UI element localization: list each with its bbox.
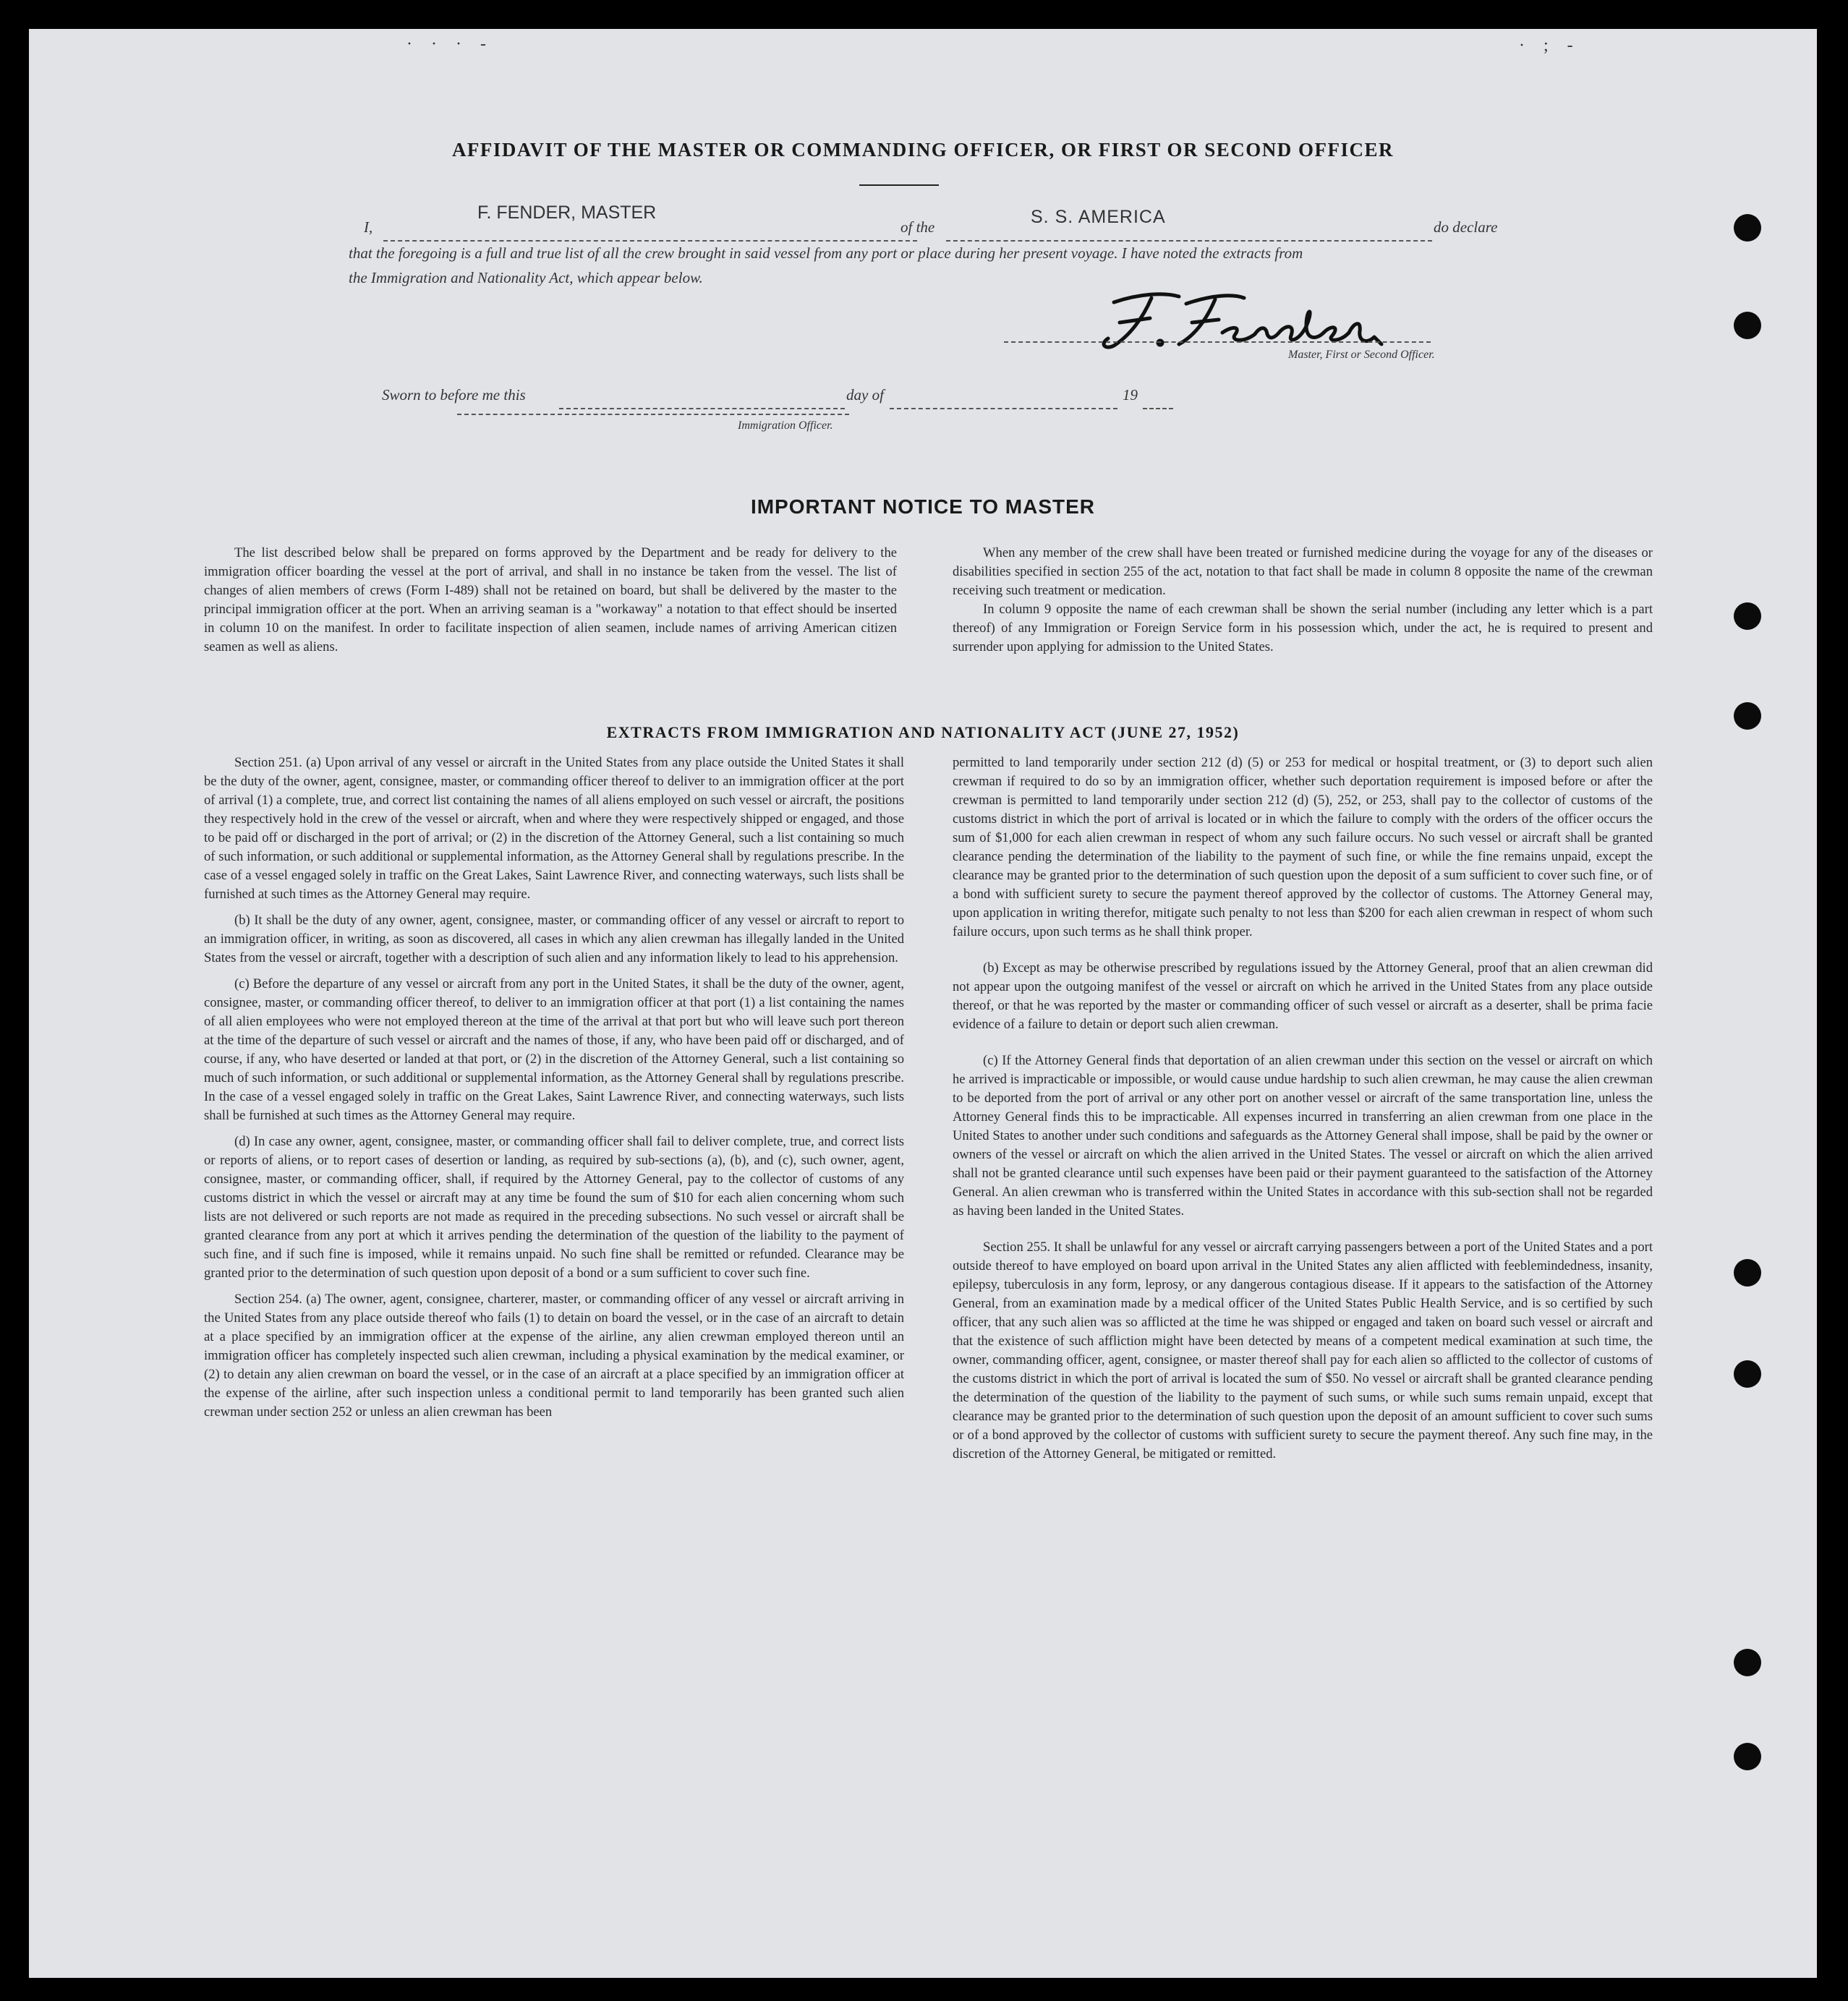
binder-hole xyxy=(1734,602,1761,630)
sworn-label: Sworn to before me this xyxy=(382,386,526,404)
binder-hole xyxy=(1734,1743,1761,1770)
binder-hole xyxy=(1734,1360,1761,1388)
top-marks: · · · - xyxy=(406,35,493,54)
officer-caption: Immigration Officer. xyxy=(738,419,833,432)
vessel-name: S. S. AMERICA xyxy=(1031,207,1166,227)
affidavit-statement-line2: the Immigration and Nationality Act, which appear below. xyxy=(349,269,703,286)
section-251-c: (c) Before the departure of any vessel or aircraft from any port in the United States, it shall be the duty of the owner, agent, consignee, master, or commanding officer thereof, to deliver to an immigration officer at that port (1) a list containing the names of all alien employees who were not employed thereon at the time of the arrival at that port but who will leave such port thereon at the time of the departure of such vessel or aircraft and the names of those, if any, who have been paid off or discharged, and of course, if any, who have deserted or landed at that port, or (2) in the discretion of the Attorney General, such a list containing so much of such information, or such additional or supplemental information, as the Attorney General shall by regulations prescribe. In the case of a vessel engaged solely in traffic on the Great Lakes, Saint Lawrence River, and connecting waterways, such lists shall be furnished at such times as the Attorney General may require. xyxy=(204,976,904,1123)
day-of-label: day of xyxy=(846,386,884,404)
declarant-name: F. FENDER, MASTER xyxy=(477,202,657,223)
officer-signature-line xyxy=(457,412,849,415)
notice-paragraph: In column 9 opposite the name of each crewman shall be shown the serial number (including any letter which is a part thereof) of any Immigration or Foreign Service form in his possession which, under the act, he is required to present and surrender upon applying for admission to the United States. xyxy=(953,602,1653,654)
section-251-b: (b) It shall be the duty of any owner, agent, consignee, master, or commanding officer of any vessel or aircraft to report to an immigration officer, in writing, as soon as discovered, all cases in which any alien crewman has illegally landed in the United States from the vessel or aircraft, together with a description of such alien and any information likely to lead to his apprehension. xyxy=(204,913,904,965)
affidavit-statement-line1: that the foregoing is a full and true list of all the crew brought in said vessel from any port or place during her present voyage. I have noted the extracts from xyxy=(349,244,1303,262)
do-declare-label: do declare xyxy=(1434,218,1498,236)
section-251-d: (d) In case any owner, agent, consignee, master, or commanding officer shall fail to deliver complete, true, and correct lists or reports of aliens, or to report cases of desertion or landing, as required by sub-sections (a), (b), and (c), such owner, agent, consignee, master, or commanding officer, shall, if required by the Attorney General, pay to the collector of customs of any customs district in which the vessel or aircraft may at any time be found the sum of $10 for each alien concerning whom such lists are not delivered or such reports are not made as required in the preceding subsections. No such vessel or aircraft shall be granted clearance from any port at which it arrives pending the determination of the question of the liability to the payment of such fine, and if such fine is imposed, while it remains unpaid. No such fine shall be remitted or refunded. Clearance may be granted prior to the determination of such question upon deposit of a bond or a sum sufficient to cover such fine. xyxy=(204,1134,904,1281)
declarant-lead: I, xyxy=(364,218,373,236)
of-the-label: of the xyxy=(900,218,935,236)
sworn-day-line xyxy=(559,386,845,409)
section-254-b: (b) Except as may be otherwise prescribed by regulations issued by the Attorney General, proof that an alien crewman did not appear upon the outgoing manifest of the vessel or aircraft on which he arrived in the United States from any place outside thereof, or that he was reported by the master or commanding officer of such vessel or aircraft as a deserter, shall be prima facie evidence of a failure to detain or deport such alien crewman. xyxy=(953,960,1653,1032)
section-251-a: Section 251. (a) Upon arrival of any vessel or aircraft in the United States from any place outside the United States it shall be the duty of the owner, agent, consignee, master, or commanding officer thereof to deliver to an immigration officer at the port of arrival (1) a complete, true, and correct list containing the names of all aliens employed on such vessel or aircraft, the positions they respectively hold in the crew of the vessel or aircraft, when and where they were respectively shipped or engaged, and those to be paid off or discharged in the port of arrival; or (2) in the discretion of the Attorney General, such a list containing so much of such information, or such additional or supplemental information, as the Attorney General shall by regulations prescribe. In the case of a vessel engaged solely in traffic on the Great Lakes, Saint Lawrence River, and connecting waterways, such lists shall be furnished at such times as the Attorney General may require. xyxy=(204,755,904,902)
notice-left-column xyxy=(204,544,897,664)
notice-paragraph: The list described below shall be prepared on forms approved by the Department and be ready for delivery to the immigration officer boarding the vessel at the port of arrival, and shall in no instance be taken from the vessel. The list of changes of alien members of crews (Form I-489) shall not be retained on board, but shall be delivered by the master to the principal immigration officer at the port. When an arriving seaman is a "workaway" a notation to that effect should be inserted in column 10 on the manifest. In order to facilitate inspection of alien seamen, include names of arriving American citizen seamen as well as aliens. xyxy=(204,545,897,654)
notice-paragraph: When any member of the crew shall have been treated or furnished medicine during the voyage for any of the diseases or disabilities specified in section 255 of the act, notation to that fact shall be made in column 8 opposite the name of the crewman receiving such treatment or medication. xyxy=(953,545,1653,598)
signature-caption: Master, First or Second Officer. xyxy=(1288,349,1435,361)
document-page xyxy=(29,29,1817,1978)
signature-line xyxy=(1004,340,1431,343)
extracts-left-column xyxy=(204,754,904,1429)
title-underline xyxy=(859,184,939,186)
binder-hole xyxy=(1734,1649,1761,1676)
notice-right-column xyxy=(953,544,1653,664)
master-signature xyxy=(1070,275,1447,358)
extracts-title: EXTRACTS FROM IMMIGRATION AND NATIONALITY ACT (JUNE 27, 1952) xyxy=(606,723,1240,741)
affidavit-title: AFFIDAVIT OF THE MASTER OR COMMANDING OFFICER, OR FIRST OR SECOND OFFICER xyxy=(451,139,1394,161)
notice-title: IMPORTANT NOTICE TO MASTER xyxy=(750,495,1096,518)
year-prefix: 19 xyxy=(1123,386,1138,404)
extracts-right-column xyxy=(953,754,1653,1481)
section-254-a-continued: permitted to land temporarily under section 212 (d) (5) or 253 for medical or hospital treatment, or (3) to deport such alien crewman if required to do so by an immigration officer, whether such deportation requirement is imposed before or after the crewman is permitted to land temporarily under section 212 (d) (5), 252, or 253, shall pay to the collector of customs of the customs district in which the port of arrival is located or in which the failure to comply with the orders of the officer occurs the sum of $1,000 for each alien crewman in respect of whom any such failure occurs. No such vessel or aircraft shall be granted clearance pending the determination of the liability to the payment of such fine, or while the fine remains unpaid, except the clearance may be granted prior to the determination of such question upon the deposit of a sum sufficient to cover such fine, or of a bond with sufficient surety to secure the payment thereof approved by the collector of customs. The Attorney General may, upon application in writing therefor, mitigate such penalty to not less than $200 for each alien crewman in respect of whom such failure occurs, upon such terms as he shall think proper. xyxy=(953,755,1653,939)
section-254-c: (c) If the Attorney General finds that deportation of an alien crewman under this section on the vessel or aircraft on which he arrived is impracticable or impossible, or would cause undue hardship to such alien crewman, he may cause the alien crewman to be deported from the port of arrival or any other port on another vessel or aircraft of the same transportation line, unless the Attorney General finds this to be impracticable. All expenses incurred in transferring an alien crewman from one place in the United States to another under such conditions and safeguards as the Attorney General shall impose, shall be paid by the owner or owners of the vessel or aircraft on which the alien arrived in the United States. The vessel or aircraft on which the alien arrived shall not be granted clearance until such expenses have been paid or their payment guaranteed to the satisfaction of the Attorney General. An alien crewman who is transferred within the United States in accordance with this sub-section shall not be regarded as having been landed in the United States. xyxy=(953,1053,1653,1219)
section-255: Section 255. It shall be unlawful for any vessel or aircraft carrying passengers between a port of the United States and a port outside thereof to have employed on board upon arrival in the United States any alien afflicted with feeblemindedness, insanity, epilepsy, tuberculosis in any form, leprosy, or any dangerous contagious disease. If it appears to the satisfaction of the Attorney General, from an examination made by a medical officer of the United States Public Health Service, and is so certified by such officer, that any such alien was so afflicted at the time he was shipped or engaged and taken on board such vessel or aircraft and that the existence of such affliction might have been detected by means of a competent medical examination at such time, the owner, commanding officer, agent, consignee, or master thereof shall pay for each alien so afflicted to the collector of customs of the customs district in which the port of arrival is located the sum of $50. No vessel or aircraft shall be granted clearance pending the determination of the question of the liability to the payment of such sums, or while such sums remain unpaid, except that clearance may be granted prior to the determination of such question upon the deposit of an amount sufficient to cover such sums or of a bond approved by the collector of customs with sufficient surety to secure the payment thereof. Any such fine may, in the discretion of the Attorney General, be mitigated or remitted. xyxy=(953,1240,1653,1462)
vessel-name-line xyxy=(946,218,1432,242)
binder-hole xyxy=(1734,1259,1761,1287)
top-right-marks: · ; - xyxy=(1519,36,1580,55)
sworn-month-line xyxy=(890,386,1117,409)
sworn-year-line xyxy=(1143,386,1173,409)
section-254-a: Section 254. (a) The owner, agent, consignee, charterer, master, or commanding officer of any vessel or aircraft arriving in the United States from any place outside thereof who fails (1) to detain on board the vessel, or in the case of an aircraft to detain at a place specified by an immigration officer at the expense of the airline, any alien crewman employed thereon until an immigration officer has completely inspected such alien crewman, including a physical examination by the medical examiner, or (2) to detain any alien crewman on board the vessel, or in the case of an aircraft at a place specified by an immigration officer at the expense of the airline, after such inspection unless a conditional permit to land temporarily has been granted such alien crewman under section 252 or unless an alien crewman has been xyxy=(204,1292,904,1420)
binder-hole xyxy=(1734,312,1761,339)
binder-hole xyxy=(1734,214,1761,242)
